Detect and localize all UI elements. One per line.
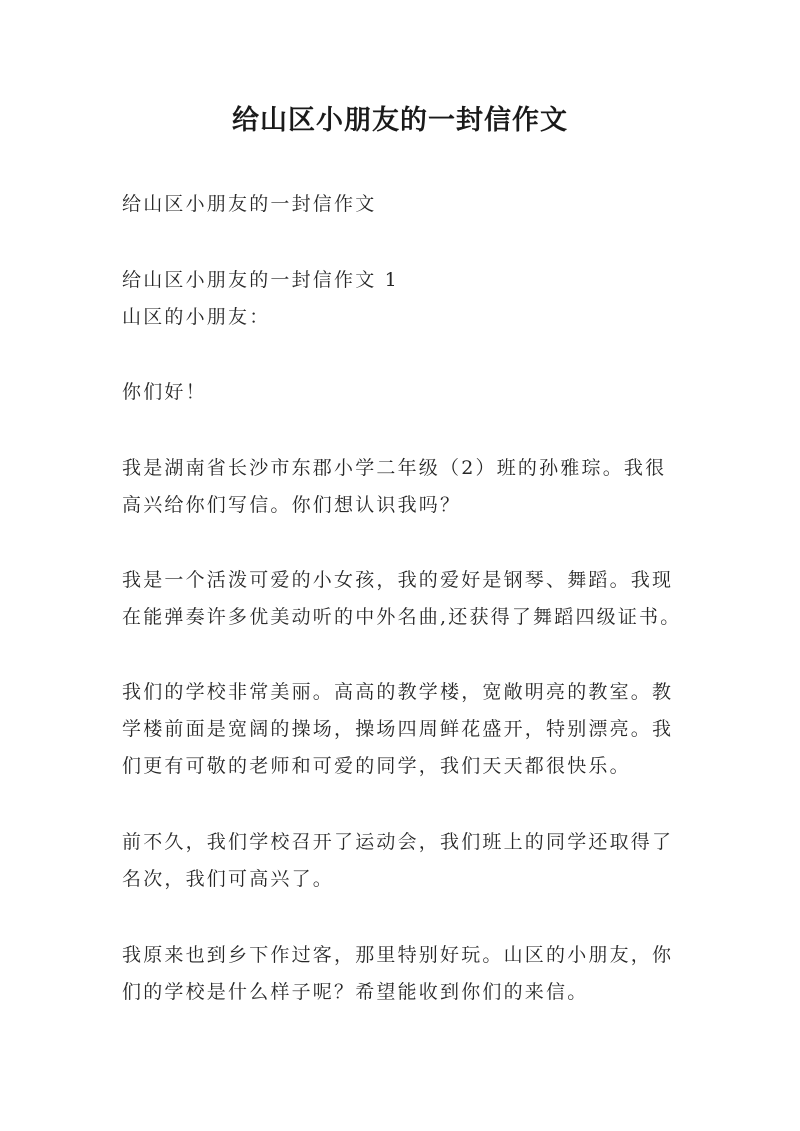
- salutation: 山区的小朋友：: [122, 306, 271, 328]
- greeting: 你们好！: [122, 381, 207, 403]
- paragraph-line: 们的学校是什么样子呢？希望能收到你们的来信。: [122, 981, 589, 1003]
- subtitle-line: 给山区小朋友的一封信作文: [122, 193, 377, 215]
- paragraph-line: 我们的学校非常美丽。高高的教学楼，宽敞明亮的教室。教: [122, 681, 674, 703]
- paragraph-line: 学楼前面是宽阔的操场，操场四周鲜花盛开，特别漂亮。我: [122, 718, 674, 740]
- section-heading: 给山区小朋友的一封信作文 1: [122, 269, 399, 291]
- document-title: 给山区小朋友的一封信作文: [232, 105, 568, 136]
- paragraph-line: 我原来也到乡下作过客，那里特别好玩。山区的小朋友，你: [122, 944, 674, 966]
- paragraph-line: 前不久，我们学校召开了运动会，我们班上的同学还取得了: [122, 831, 674, 853]
- paragraph-line: 在能弹奏许多优美动听的中外名曲,还获得了舞蹈四级证书。: [122, 606, 682, 628]
- paragraph-line: 高兴给你们写信。你们想认识我吗？: [122, 494, 462, 516]
- paragraph-line: 名次，我们可高兴了。: [122, 868, 335, 890]
- paragraph-line: 我是一个活泼可爱的小女孩，我的爱好是钢琴、舞蹈。我现: [122, 569, 674, 591]
- paragraph-line: 们更有可敬的老师和可爱的同学，我们天天都很快乐。: [122, 755, 631, 777]
- paragraph-line: 我是湖南省长沙市东郡小学二年级（2）班的孙雅琮。我很: [122, 457, 667, 479]
